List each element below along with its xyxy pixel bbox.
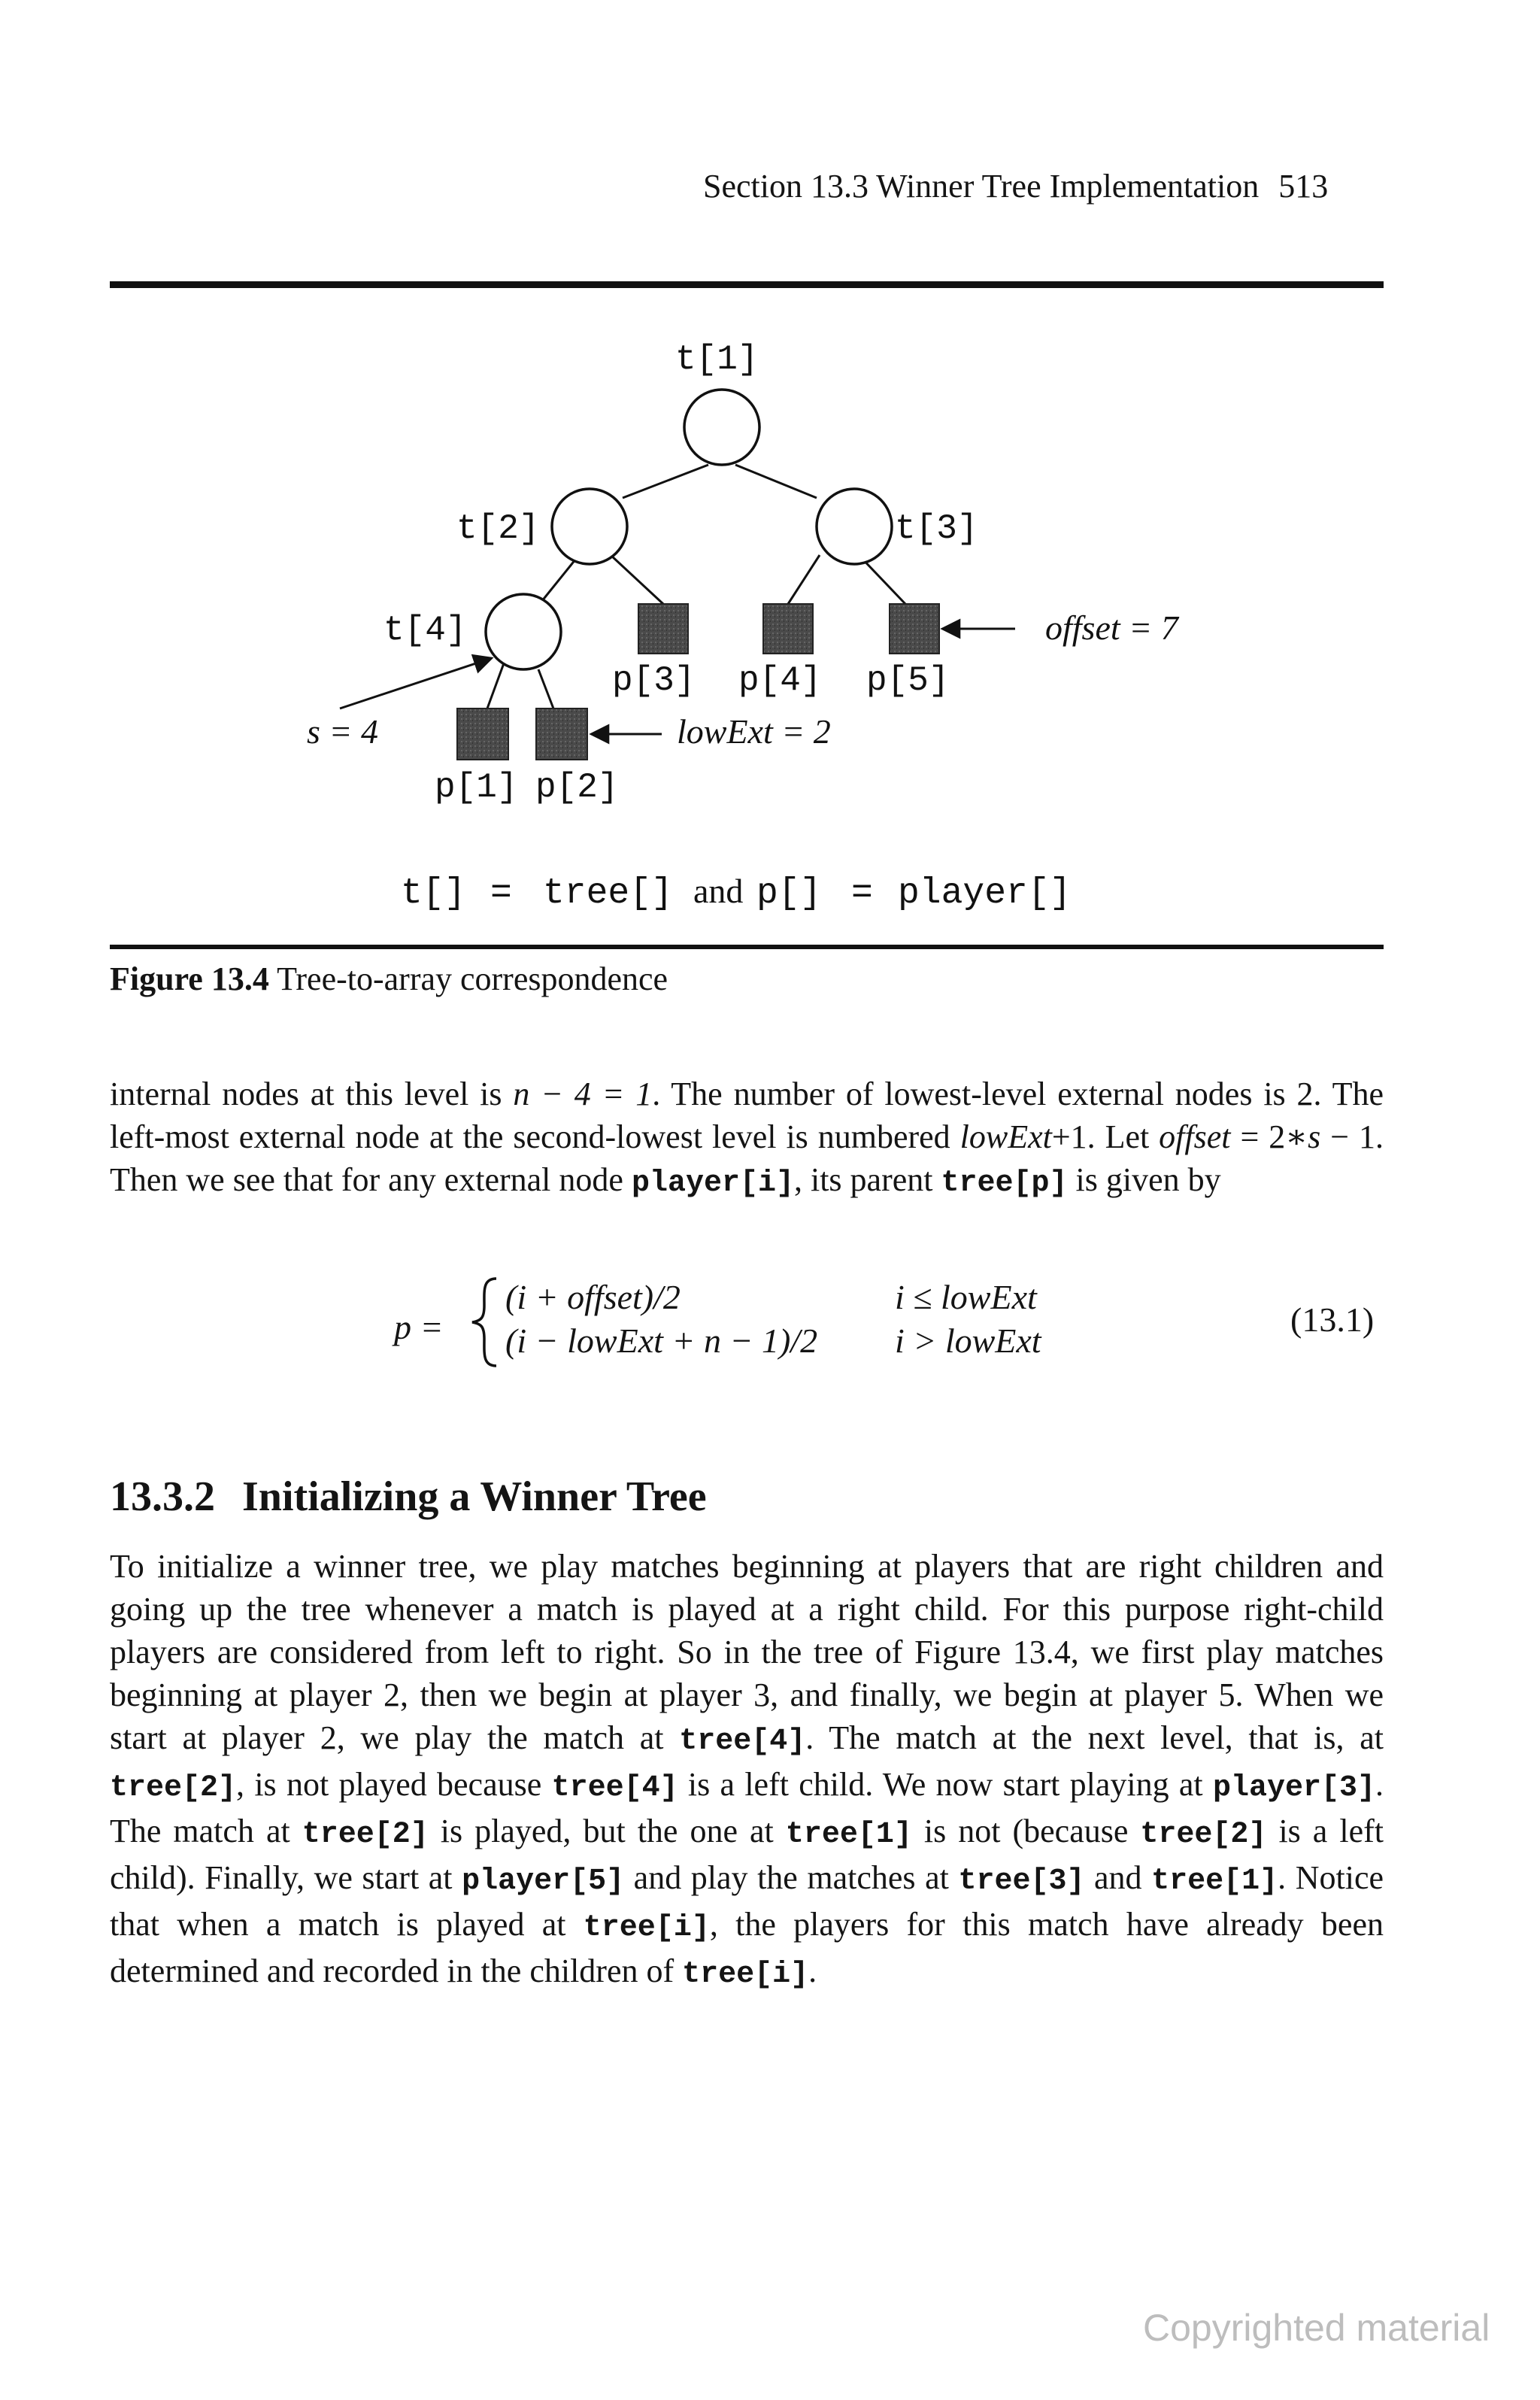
para2-code-3: tree[4]: [551, 1771, 678, 1805]
para2-text-9: and play the matches at: [624, 1859, 959, 1896]
para2-text-2: . The match at the next level, that is, at: [805, 1719, 1384, 1756]
para1-code-2: tree[p]: [941, 1167, 1068, 1200]
para1-math-1: n − 4 = 1: [513, 1076, 653, 1112]
figure-legend: [401, 872, 1071, 914]
edge-t2-t4: [541, 555, 579, 602]
para2-text-3: , is not played because: [236, 1766, 552, 1803]
offset-annotation: offset = 7: [1045, 608, 1178, 647]
edge-t4-p2: [538, 669, 553, 708]
para1-text-7: is given by: [1067, 1161, 1221, 1198]
label-t4: t[4]: [383, 611, 467, 650]
para1-text-2: . The number of lowest-level external nodes is 2. The left-most external node at the second-lowest level is numbered: [110, 1076, 1384, 1155]
para2-text-10: and: [1084, 1859, 1152, 1896]
s-arrow: [340, 658, 492, 708]
equation-13-1: [0, 1271, 1540, 1376]
label-t2: t[2]: [456, 509, 540, 548]
paragraph-2: [110, 1545, 1384, 1996]
para2-code-8: player[5]: [462, 1864, 625, 1898]
edge-t4-p1: [487, 663, 504, 708]
section-heading: [110, 1473, 707, 1521]
para2-text-1: To initialize a winner tree, we play matches beginning at players that are right children and going up the tree whenever a match is played at a right child. For this purpose right-child players are considered from left to right. So in the tree of Figure 13.4, we first play matches beginning at player 2, then we begin at player 3, and finally, we begin at player 5. When we start at player 2, we play the match at: [110, 1548, 1384, 1756]
legend-eq2: =: [851, 873, 873, 914]
page-number: 513: [1278, 168, 1329, 205]
case2-condition: i > lowExt: [895, 1321, 1041, 1360]
para1-math-4: ∗s: [1285, 1118, 1321, 1155]
para2-code-7: tree[2]: [1140, 1818, 1267, 1852]
label-t1: t[1]: [675, 340, 759, 379]
para1-code-1: player[i]: [631, 1167, 794, 1200]
para2-text-4: is a left child. We now start playing at: [678, 1766, 1213, 1803]
para2-code-4: player[3]: [1212, 1771, 1375, 1805]
caption-text: Tree-to-array correspondence: [277, 960, 668, 997]
label-p5: p[5]: [866, 661, 950, 700]
para1-text-6: , its parent: [793, 1161, 941, 1198]
para2-code-10: tree[1]: [1151, 1864, 1278, 1898]
para2-text-6: is played, but the one at: [428, 1813, 786, 1849]
header-section-title: Section 13.3 Winner Tree Implementation: [703, 168, 1260, 205]
section-title: Initializing a Winner Tree: [242, 1473, 707, 1520]
lowext-annotation: lowExt = 2: [677, 712, 831, 751]
copyright-watermark: Copyrighted material: [1143, 2307, 1490, 2349]
tree-diagram: [0, 0, 1540, 963]
para2-code-9: tree[3]: [958, 1864, 1085, 1898]
equation-brace: [468, 1276, 501, 1369]
tree-node-t2: [552, 489, 627, 564]
legend-p: p[]: [756, 873, 822, 914]
para2-text-12: , the players for this match have already been determined and recorded in the children of: [110, 1906, 1384, 1989]
player-node-p5: [890, 604, 939, 654]
legend-tree: tree[]: [543, 873, 673, 914]
legend-player: player[]: [898, 873, 1072, 914]
tree-node-t3: [817, 489, 892, 564]
caption-label: Figure 13.4: [110, 960, 269, 997]
edge-t1-t2: [623, 465, 708, 498]
player-node-p4: [763, 604, 813, 654]
label-p4: p[4]: [738, 661, 822, 700]
label-p2: p[2]: [535, 768, 619, 807]
case1-expression: (i + offset)/2: [505, 1278, 681, 1316]
label-t3: t[3]: [895, 509, 978, 548]
case2-expression: (i − lowExt + n − 1)/2: [505, 1321, 818, 1360]
para2-text-5: . The match at: [110, 1766, 1384, 1849]
player-node-p2: [536, 708, 587, 760]
case1-condition: i ≤ lowExt: [895, 1278, 1037, 1316]
label-p3: p[3]: [612, 661, 696, 700]
para2-text-7: is not (because: [911, 1813, 1141, 1849]
edge-t1-t3: [735, 465, 817, 498]
edge-t2-p3: [611, 555, 663, 604]
tree-node-t4: [486, 594, 561, 669]
section-number: 13.3.2: [110, 1473, 215, 1520]
paragraph-1: [110, 1073, 1384, 1205]
equation-lhs: p =: [394, 1308, 444, 1346]
legend-and: and: [693, 872, 744, 910]
figure-bottom-rule: [110, 945, 1384, 949]
figure-caption: [110, 960, 668, 998]
legend-eq1: =: [490, 873, 512, 914]
para1-text-4: = 2: [1230, 1118, 1286, 1155]
para2-code-5: tree[2]: [302, 1818, 429, 1852]
player-node-p1: [457, 708, 508, 760]
para2-code-6: tree[1]: [785, 1818, 912, 1852]
para2-text-11: . Notice that when a match is played at: [110, 1859, 1384, 1943]
para2-text-13: .: [808, 1952, 817, 1989]
label-p1: p[1]: [435, 768, 518, 807]
para2-code-1: tree[4]: [679, 1725, 806, 1758]
tree-node-t1: [684, 390, 759, 465]
para1-math-3: offset: [1159, 1118, 1231, 1155]
legend-t: t[]: [401, 873, 466, 914]
s-annotation: s = 4: [307, 712, 378, 751]
equation-number: (13.1): [1290, 1300, 1375, 1339]
edge-t3-p4: [788, 555, 820, 604]
para1-text-1: internal nodes at this level is: [110, 1076, 514, 1112]
para1-text-5: − 1. Then we see that for any external node: [110, 1118, 1384, 1198]
para2-text-8: is a left child). Finally, we start at: [110, 1813, 1384, 1896]
player-node-p3: [638, 604, 688, 654]
para2-code-2: tree[2]: [110, 1771, 237, 1805]
para2-code-12: tree[i]: [682, 1958, 809, 1992]
para1-text-3: +1. Let: [1051, 1118, 1160, 1155]
para1-math-2: lowExt: [959, 1118, 1052, 1155]
para2-code-11: tree[i]: [583, 1911, 710, 1945]
